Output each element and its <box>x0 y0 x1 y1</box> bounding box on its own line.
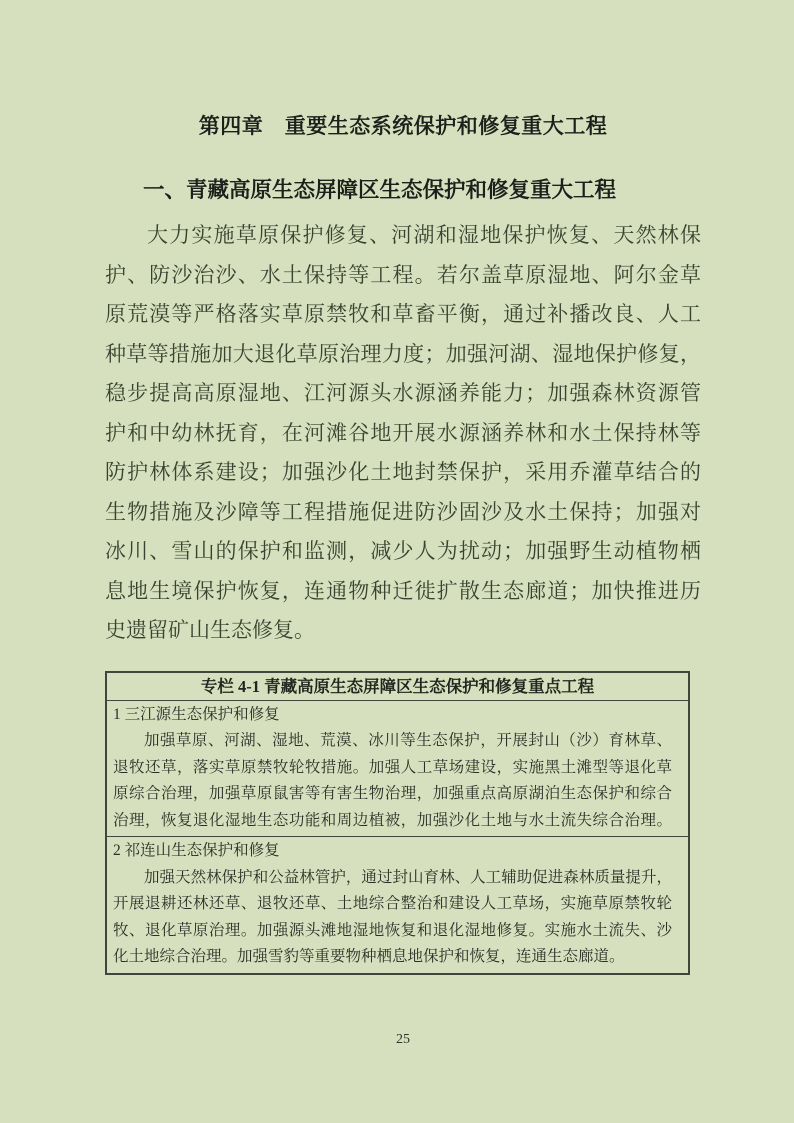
column-box-item-heading: 1 三江源生态保护和修复 <box>113 705 280 723</box>
column-box-item-1 <box>107 701 688 837</box>
body-line: 原荒漠等严格落实草原禁牧和草畜平衡，通过补播改良、人工 <box>105 302 701 326</box>
column-box-4-1 <box>105 671 690 975</box>
column-box-item-2 <box>107 836 688 973</box>
body-line: 稳步提高高原湿地、江河源头水源涵养能力；加强森林资源管 <box>105 381 701 405</box>
column-box-line: 原综合治理，加强草原鼠害等有害生物治理，加强重点高原湖泊生态保护和综合 <box>113 785 672 802</box>
column-box-line: 加强草原、河湖、湿地、荒漠、冰川等生态保护，开展封山（沙）育林草、 <box>144 732 672 749</box>
column-box-line: 加强天然林保护和公益林管护，通过封山育林、人工辅助促进森林质量提升， <box>144 868 672 886</box>
column-box-line: 牧、退化草原治理。加强源头滩地湿地恢复和退化湿地修复。实施水土流失、沙 <box>113 921 672 939</box>
body-paragraph <box>105 216 701 651</box>
body-line: 护和中幼林抚育，在河滩谷地开展水源涵养林和水土保持林等 <box>105 420 701 445</box>
page-content <box>105 114 701 1048</box>
body-line: 大力实施草原保护修复、河湖和湿地保护恢复、天然林保 <box>147 223 701 247</box>
section-heading: 一、青藏高原生态屏障区生态保护和修复重大工程 <box>143 178 617 202</box>
column-box-line: 退牧还草，落实草原禁牧轮牧措施。加强人工草场建设，实施黑土滩型等退化草 <box>113 758 672 776</box>
body-line: 息地生境保护恢复，连通物种迁徙扩散生态廊道；加快推进历 <box>105 578 701 603</box>
chapter-title: 第四章 重要生态系统保护和修复重大工程 <box>198 115 608 138</box>
column-box-line: 化土地综合治理。加强雪豹等重要物种栖息地保护和恢复，连通生态廊道。 <box>113 948 625 965</box>
body-line: 护、防沙治沙、水土保持等工程。若尔盖草原湿地、阿尔金草 <box>105 262 701 287</box>
column-box-line: 开展退耕还林还草、退牧还草、土地综合整治和建设人工草场，实施草原禁牧轮 <box>113 895 672 912</box>
column-box-title: 专栏 4-1 青藏高原生态屏障区生态保护和修复重点工程 <box>107 673 688 701</box>
column-box-item-heading: 2 祁连山生态保护和修复 <box>113 842 280 859</box>
body-line: 生物措施及沙障等工程措施促进防沙固沙及水土保持；加强对 <box>105 499 701 524</box>
page-number: 25 <box>396 1031 410 1047</box>
body-line: 防护林体系建设；加强沙化土地封禁保护，采用乔灌草结合的 <box>105 460 701 484</box>
body-line: 史遗留矿山生态修复。 <box>105 618 315 642</box>
body-line: 种草等措施加大退化草原治理力度；加强河湖、湿地保护修复， <box>105 341 701 366</box>
column-box-line: 治理，恢复退化湿地生态功能和周边植被，加强沙化土地与水土流失综合治理。 <box>113 811 672 829</box>
body-line: 冰川、雪山的保护和监测，减少人为扰动；加强野生动植物栖 <box>105 539 701 563</box>
